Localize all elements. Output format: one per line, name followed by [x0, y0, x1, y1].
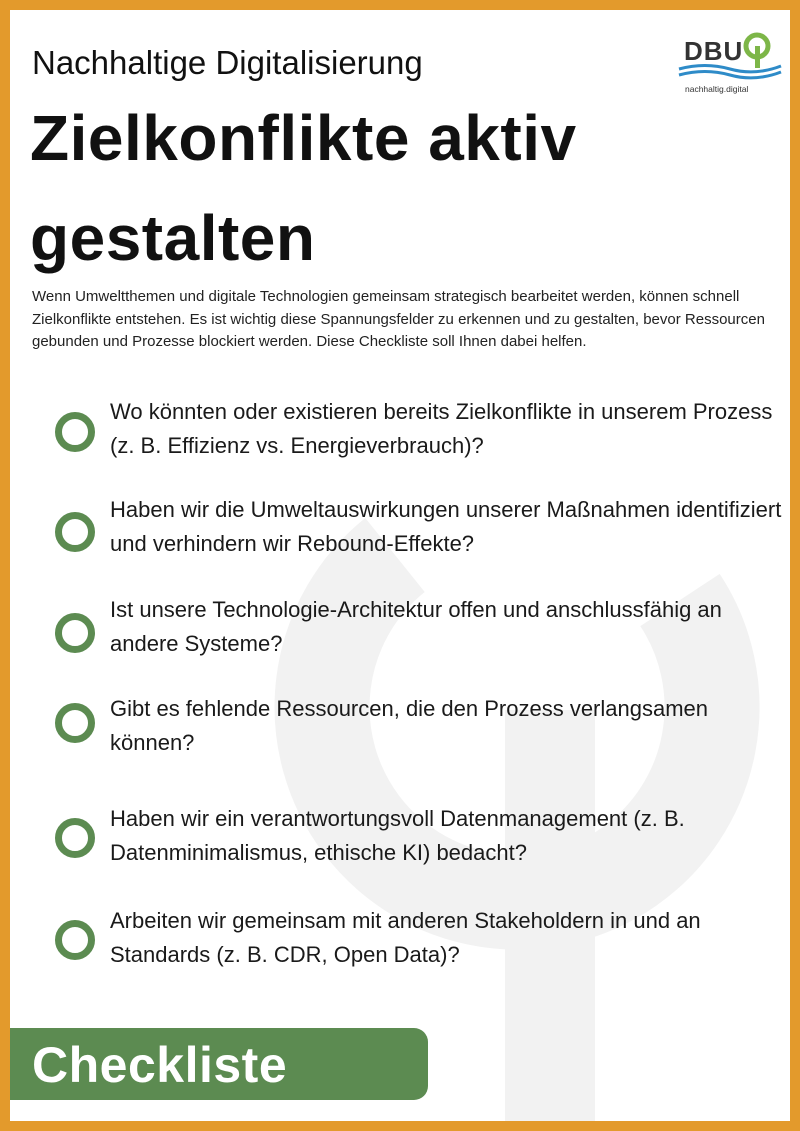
poster-page	[10, 10, 790, 1121]
checkbox-circle-icon[interactable]	[55, 818, 95, 858]
checklist-item	[10, 904, 790, 984]
logo-tagline: nachhaltig.digital	[685, 84, 749, 94]
checklist-item-text: Ist unsere Technologie-Architektur offen und anschlussfähig an andere Systeme?	[110, 597, 722, 656]
checklist-item	[10, 593, 790, 673]
logo-text: DBU	[684, 36, 744, 66]
checklist-item	[10, 802, 790, 882]
checklist-item	[10, 395, 790, 475]
checklist-item-text: Gibt es fehlende Ressourcen, die den Prozess verlangsamen können?	[110, 696, 709, 755]
dbu-logo	[675, 22, 785, 102]
intro-paragraph: Wenn Umweltthemen und digitale Technologien gemeinsam strategisch bearbeitet werden, können schnell Zielkonflikte entstehen. Es ist wichtig diese Spannungsfelder zu erkennen und zu gestalten, bevor Ressourcen gebunden und Prozesse blockiert werden. Diese Checkliste soll Ihnen dabei helfen.	[32, 288, 765, 350]
checklist-item	[10, 493, 790, 573]
checklist-item-text: Haben wir ein verantwortungsvoll Datenmanagement (z. B. Datenminimalismus, ethische KI) bedacht?	[110, 806, 685, 865]
checkbox-circle-icon[interactable]	[55, 703, 95, 743]
checklist-item-text: Haben wir die Umweltauswirkungen unserer Maßnahmen identifiziert und verhindern wir Rebound-Effekte?	[110, 497, 782, 556]
checklist-item	[10, 692, 790, 772]
checklist-banner	[10, 1028, 428, 1100]
banner-label: Checkliste	[32, 1037, 288, 1093]
checklist-item-text: Wo könnten oder existieren bereits Zielkonflikte in unserem Prozess (z. B. Effizienz vs. Energieverbrauch)?	[110, 399, 773, 458]
checkbox-circle-icon[interactable]	[55, 412, 95, 452]
page-title: Zielkonflikte aktiv gestalten	[30, 102, 577, 274]
checkbox-circle-icon[interactable]	[55, 512, 95, 552]
checkbox-circle-icon[interactable]	[55, 613, 95, 653]
checkbox-circle-icon[interactable]	[55, 920, 95, 960]
page-subtitle: Nachhaltige Digitalisierung	[32, 44, 423, 81]
checklist-item-text: Arbeiten wir gemeinsam mit anderen Stakeholdern in und an Standards (z. B. CDR, Open Data)?	[110, 908, 701, 967]
